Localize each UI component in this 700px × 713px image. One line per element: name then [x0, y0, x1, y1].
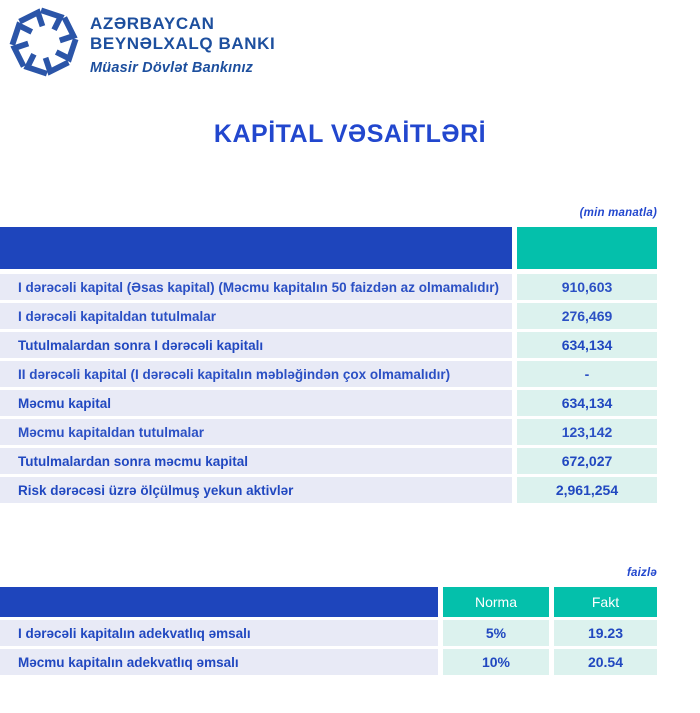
ratio-row-fakt: 19.23 [554, 620, 657, 646]
capital-table-row [0, 477, 657, 503]
ratio-row-label: I dərəcəli kapitalın adekvatlıq əmsalı [0, 620, 438, 646]
capital-table-header [0, 227, 657, 269]
capital-row-label: I dərəcəli kapital (Əsas kapital) (Məcmu kapitalın 50 faizdən az olmamalıdır) [0, 274, 512, 300]
capital-row-label: Məcmu kapital [0, 390, 512, 416]
capital-table-row [0, 390, 657, 416]
capital-row-value: - [517, 361, 657, 387]
capital-row-value: 672,027 [517, 448, 657, 474]
capital-row-value: 910,603 [517, 274, 657, 300]
ratio-table-unit-note: faizlə [627, 567, 657, 579]
capital-table-row [0, 303, 657, 329]
ratio-header-fakt: Fakt [554, 587, 657, 617]
capital-table-body [0, 274, 657, 503]
capital-row-value: 2,961,254 [517, 477, 657, 503]
capital-header-value-cell [517, 227, 657, 269]
brand-header [0, 0, 700, 78]
brand-name-line1: AZƏRBAYCAN [90, 14, 215, 33]
brand-tagline: Müasir Dövlət Bankınız [90, 59, 254, 76]
ratio-header-label-cell [0, 587, 438, 617]
capital-table-row [0, 361, 657, 387]
brand-name [90, 14, 275, 54]
ratio-row-norma: 10% [443, 649, 549, 675]
capital-table-row [0, 448, 657, 474]
capital-row-value: 276,469 [517, 303, 657, 329]
capital-row-label: I dərəcəli kapitaldan tutulmalar [0, 303, 512, 329]
capital-row-value: 634,134 [517, 332, 657, 358]
ratio-row-label: Məcmu kapitalın adekvatlıq əmsalı [0, 649, 438, 675]
bank-logo-icon [8, 6, 80, 78]
capital-row-label: Tutulmalardan sonra I dərəcəli kapitalı [0, 332, 512, 358]
capital-row-label: Risk dərəcəsi üzrə ölçülmuş yekun aktivlər [0, 477, 512, 503]
ratio-table-row [0, 649, 657, 675]
capital-table-row [0, 274, 657, 300]
brand-text [80, 6, 275, 76]
capital-table [0, 227, 657, 503]
brand-name-line2: BEYNƏLXALQ BANKI [90, 33, 276, 53]
capital-row-label: II dərəcəli kapital (I dərəcəli kapitalın məbləğindən çox olmamalıdır) [0, 361, 512, 387]
capital-table-unit-note: (min manatla) [579, 207, 657, 219]
capital-row-label: Məcmu kapitaldan tutulmalar [0, 419, 512, 445]
ratio-header-norma: Norma [443, 587, 549, 617]
ratio-table [0, 587, 657, 675]
capital-row-label: Tutulmalardan sonra məcmu kapital [0, 448, 512, 474]
ratio-table-header [0, 587, 657, 617]
capital-table-row [0, 332, 657, 358]
capital-row-value: 634,134 [517, 390, 657, 416]
ratio-row-fakt: 20.54 [554, 649, 657, 675]
page-title: KAPİTAL VƏSAİTLƏRİ [213, 120, 487, 148]
ratio-row-norma: 5% [443, 620, 549, 646]
ratio-table-body [0, 620, 657, 675]
capital-table-row [0, 419, 657, 445]
ratio-table-row [0, 620, 657, 646]
capital-row-value: 123,142 [517, 419, 657, 445]
capital-header-label-cell [0, 227, 512, 269]
